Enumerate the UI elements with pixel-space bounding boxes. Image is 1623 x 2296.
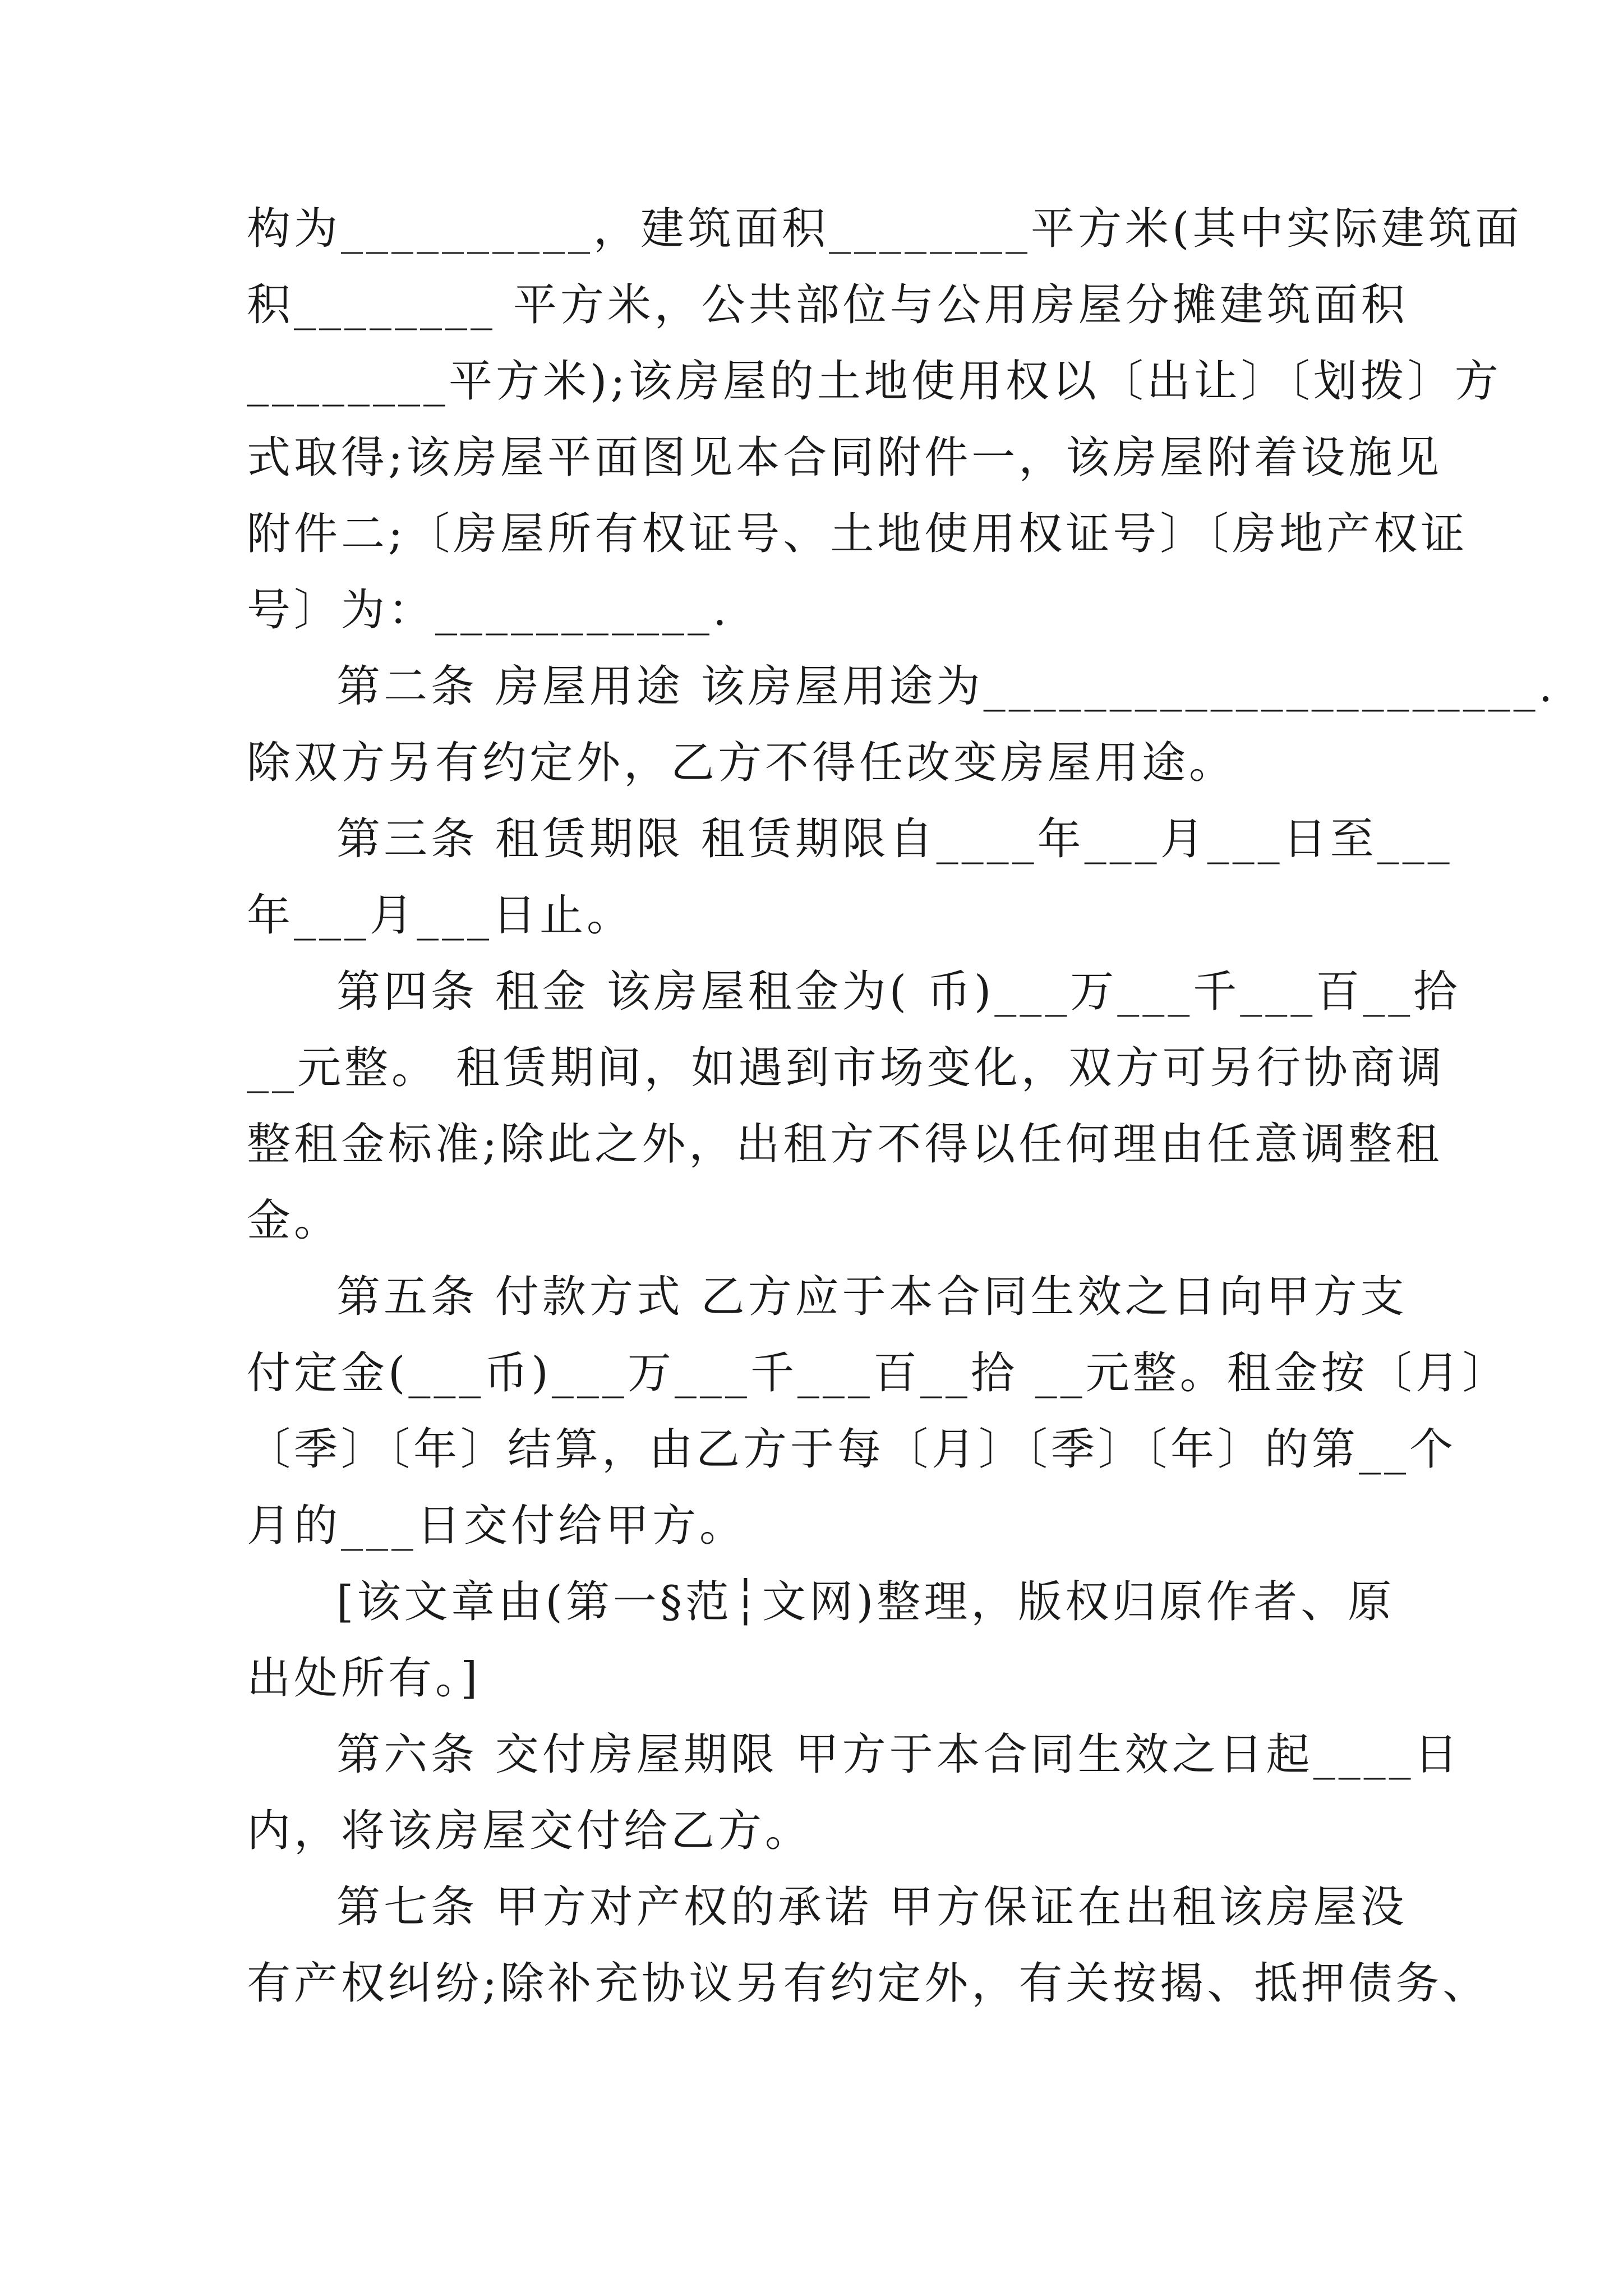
contract-text [247,191,1556,2022]
text-line: 积________ 平方米，公共部位与公用房屋分摊建筑面积 [247,280,1408,330]
text-line: __元整。 租赁期间，如遇到市场变化，双方可另行协商调 [247,1043,1445,1093]
text-line: ________平方米);该房屋的土地使用权以〔出让〕〔划拨〕方 [247,356,1502,407]
text-line: 内，将该房屋交付给乙方。 [247,1806,813,1856]
text-line: 付定金(___币)___万___千___百__拾 __元整。租金按〔月〕 [247,1348,1510,1398]
text-line: 月的___日交付给甲方。 [247,1501,747,1551]
text-line: 出处所有。] [247,1653,481,1704]
text-line: 有产权纠纷;除补充协议另有约定外，有关按揭、抵押债务、 [247,1958,1490,2009]
article-5-heading-line: 第五条 付款方式 乙方应于本合同生效之日向甲方支 [336,1272,1408,1322]
text-line: 年___月___日止。 [247,890,634,941]
text-line: 除双方另有约定外，乙方不得任改变房屋用途。 [247,738,1237,788]
text-line: 式取得;该房屋平面图见本合同附件一，该房屋附着设施见 [247,432,1443,483]
text-line: 金。 [247,1195,342,1246]
text-line: 整租金标准;除此之外，出租方不得以任何理由任意调整租 [247,1119,1443,1170]
article-4-heading-line: 第四条 租金 该房屋租金为( 币)___万___千___百__拾 [336,967,1461,1017]
article-2-heading-line: 第二条 房屋用途 该房屋用途为______________________. [336,661,1556,712]
text-line: 〔季〕〔年〕结算，由乙方于每〔月〕〔季〕〔年〕的第__个 [247,1424,1457,1475]
article-3-heading-line: 第三条 租赁期限 租赁期限自____年___月___日至___ [336,814,1453,864]
article-7-heading-line: 第七条 甲方对产权的承诺 甲方保证在出租该房屋没 [336,1882,1408,1932]
article-6-heading-line: 第六条 交付房屋期限 甲方于本合同生效之日起____日 [336,1729,1461,1780]
text-line: 构为__________，建筑面积________平方米(其中实际建筑面 [247,204,1523,254]
text-line: 号〕为：___________. [247,585,730,636]
source-note-line: [该文章由(第一§范┆文网)整理，版权归原作者、原 [336,1577,1395,1627]
text-line: 附件二;〔房屋所有权证号、土地使用权证号〕〔房地产权证 [247,509,1468,559]
